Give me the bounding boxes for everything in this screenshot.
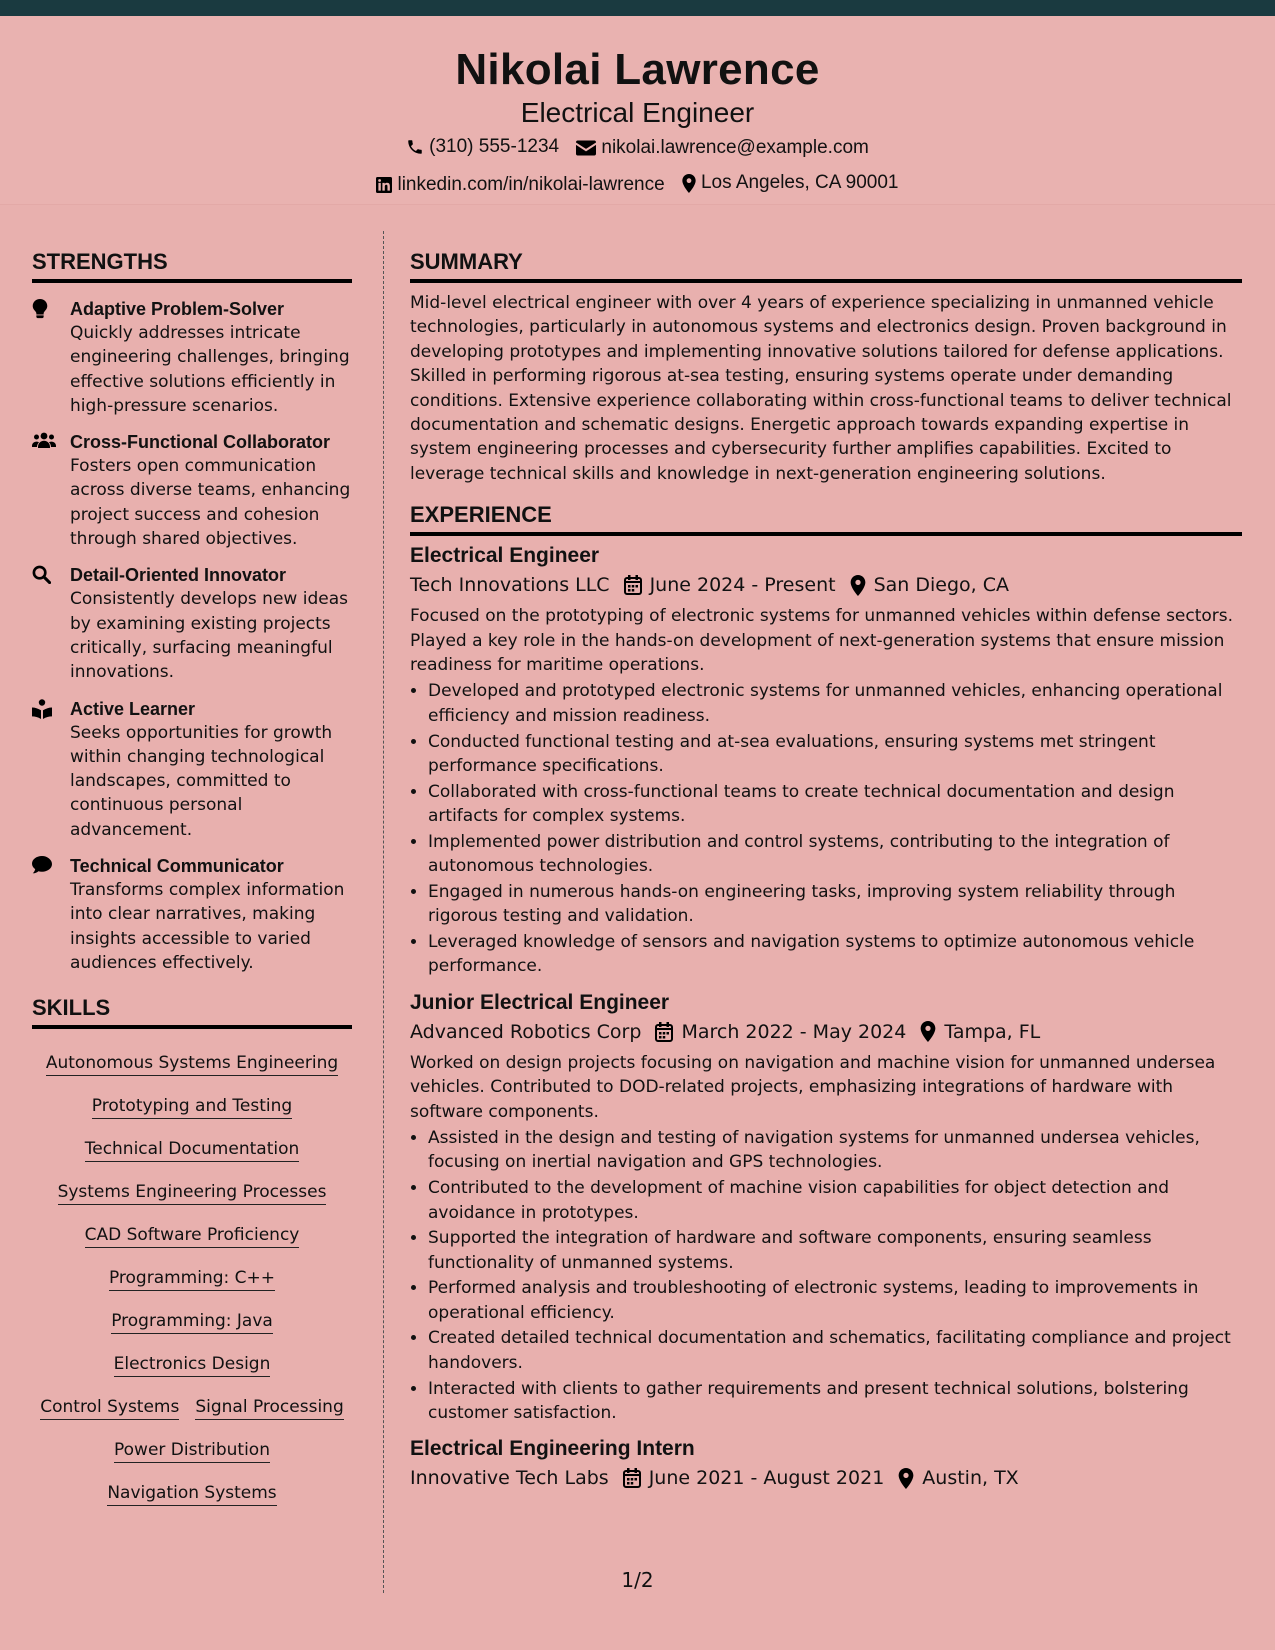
- job-title: Electrical Engineer: [410, 544, 600, 568]
- top-bar: [0, 0, 1275, 16]
- right-column: [410, 247, 1242, 1493]
- users-icon: [32, 430, 70, 551]
- skill-tag: Control Systems: [40, 1396, 179, 1420]
- summary-text: Mid-level electrical engineer with over 4 years of experience specializing in unmanned vehicle technologies, particularly in autonomous systems and electronics design. Proven background in developing prototypes and implementing innovative solutions tailored for defense applications. Skilled in performing rigorous at-sea testing, ensuring systems operate under demanding conditions. Extensive experience collaborating within cross-functional teams to deliver technical documentation and schematic designs. Energetic approach towards expanding expertise in system engineering processes and cybersecurity further amplifies capabilities. Excited to leverage technical skills and knowledge in next-generation engineering solutions.: [410, 293, 1232, 484]
- job-bullet: • Conducted functional testing and at-sea evaluations, ensuring systems met stringent performance specifications.: [428, 730, 1242, 779]
- skill-tag: Signal Processing: [195, 1396, 343, 1420]
- strength-title: Active Learner: [70, 698, 196, 719]
- map-marker-icon: [898, 1468, 914, 1489]
- job-bullet: • Engaged in numerous hands-on engineering tasks, improving system reliability through rigorous testing and validation.: [428, 880, 1242, 929]
- location-contact: [682, 168, 899, 198]
- envelope-icon: [576, 140, 596, 156]
- contact-row-2: [0, 168, 1275, 203]
- job-bullet: • Assisted in the design and testing of navigation systems for unmanned undersea vehicles, focusing on inertial navigation and GPS technologies.: [428, 1126, 1242, 1175]
- skill-tag: Prototyping and Testing: [92, 1095, 292, 1119]
- job-title: Junior Electrical Engineer: [410, 990, 670, 1014]
- skill-tag: CAD Software Proficiency: [85, 1224, 300, 1248]
- job-description: Focused on the prototyping of electronic systems for unmanned vehicles within defense sectors. Played a key role in the hands-on development of next-generation systems that ensure mission readiness for maritime operations.: [410, 606, 1234, 676]
- skills-list: [32, 1043, 352, 1516]
- strength-description: Seeks opportunities for growth within changing technological landscapes, committed to continuous personal advancement.: [70, 722, 333, 840]
- skill-tag: Systems Engineering Processes: [58, 1181, 327, 1205]
- phone-text: (310) 555-1234: [429, 136, 560, 157]
- strength-item: [32, 697, 352, 842]
- job-bullets: [410, 1126, 1242, 1425]
- calendar-icon: [624, 575, 642, 595]
- candidate-name: Nikolai Lawrence: [455, 45, 820, 94]
- skill-tag: Navigation Systems: [107, 1482, 276, 1506]
- linkedin-icon: [376, 177, 392, 193]
- strength-item: [32, 854, 352, 975]
- candidate-role: Electrical Engineer: [520, 97, 755, 128]
- skill-tag: Electronics Design: [114, 1353, 271, 1377]
- job-title: Electrical Engineering Intern: [410, 1437, 695, 1461]
- strength-title: Cross-Functional Collaborator: [70, 432, 331, 453]
- book-reader-icon: [32, 697, 70, 842]
- job-dates: March 2022 - May 2024: [681, 1020, 907, 1043]
- skill-tag: Autonomous Systems Engineering: [46, 1052, 338, 1076]
- job-bullet: • Contributed to the development of machine vision capabilities for object detection and avoidance in prototypes.: [428, 1176, 1242, 1225]
- map-marker-icon: [920, 1021, 936, 1042]
- calendar-icon: [655, 1022, 673, 1042]
- strengths-list: [32, 297, 352, 975]
- lightbulb-icon: [32, 297, 70, 418]
- job-bullet: • Created detailed technical documentation and schematics, facilitating compliance and project handovers.: [428, 1326, 1242, 1375]
- job-dates: June 2024 - Present: [649, 574, 836, 597]
- strength-description: Transforms complex information into clear narratives, making insights accessible to varied audiences effectively.: [70, 880, 345, 973]
- job-bullet: • Implemented power distribution and control systems, contributing to the integration of autonomous technologies.: [428, 830, 1242, 879]
- email-text[interactable]: nikolai.lawrence@example.com: [601, 137, 869, 158]
- job-description: Worked on design projects focusing on navigation and machine vision for unmanned undersea vehicles. Contributed to DOD-related projects, emphasizing integrations of hardware with software components.: [410, 1052, 1216, 1122]
- strength-item: [32, 430, 352, 551]
- experience-list: [410, 542, 1242, 1493]
- linkedin-text[interactable]: linkedin.com/in/nikolai-lawrence: [397, 173, 665, 195]
- job-bullet: • Leveraged knowledge of sensors and navigation systems to optimize autonomous vehicle performance.: [428, 930, 1242, 979]
- job-meta: [410, 570, 1242, 600]
- job-entry: [410, 989, 1242, 1426]
- job-bullet: • Performed analysis and troubleshooting of electronic systems, leading to improvements in operational efficiency.: [428, 1276, 1242, 1325]
- skill-tag: Technical Documentation: [85, 1138, 300, 1162]
- job-bullet: • Collaborated with cross-functional teams to create technical documentation and design artifacts for complex systems.: [428, 780, 1242, 829]
- location-text: Los Angeles, CA 90001: [700, 172, 899, 193]
- job-meta: [410, 1017, 1242, 1047]
- column-divider: [383, 231, 384, 1593]
- map-marker-icon: [682, 174, 696, 193]
- phone-contact: [406, 132, 559, 162]
- skills-heading: SKILLS: [32, 993, 352, 1029]
- strength-description: Fosters open communication across diverse teams, enhancing project success and cohesion through shared objectives.: [70, 456, 351, 550]
- job-dates: June 2021 - August 2021: [648, 1467, 885, 1490]
- strength-title: Detail-Oriented Innovator: [70, 565, 287, 586]
- strength-item: [32, 563, 352, 684]
- map-marker-icon: [850, 575, 866, 596]
- job-company: Innovative Tech Labs: [410, 1467, 609, 1490]
- experience-heading: EXPERIENCE: [410, 500, 1242, 536]
- skill-tag: Programming: C++: [109, 1267, 275, 1291]
- job-location: Tampa, FL: [944, 1020, 1041, 1043]
- strength-description: Quickly addresses intricate engineering challenges, bringing effective solutions efficiently in high-pressure scenarios.: [70, 323, 350, 416]
- job-location: San Diego, CA: [873, 574, 1009, 597]
- phone-icon: [406, 138, 424, 156]
- job-bullet: • Supported the integration of hardware and software components, ensuring seamless functionality of unmanned systems.: [428, 1226, 1242, 1275]
- job-meta: [410, 1463, 1242, 1493]
- skill-tag: Programming: Java: [111, 1310, 273, 1334]
- contact-row-1: [0, 132, 1275, 166]
- strength-description: Consistently develops new ideas by examining existing projects critically, surfacing meaningful innovations.: [70, 589, 348, 683]
- left-column: [32, 247, 352, 1516]
- skill-tag: Power Distribution: [114, 1439, 270, 1463]
- job-company: Tech Innovations LLC: [410, 574, 610, 597]
- job-bullet: • Interacted with clients to gather requirements and present technical solutions, bolstering customer satisfaction.: [428, 1377, 1242, 1426]
- strength-title: Technical Communicator: [70, 856, 284, 877]
- strengths-heading: STRENGTHS: [32, 247, 352, 283]
- linkedin-contact[interactable]: [376, 170, 664, 200]
- calendar-icon: [623, 1468, 641, 1488]
- email-contact[interactable]: [576, 133, 868, 163]
- job-entry: [410, 1435, 1242, 1493]
- comment-icon: [32, 854, 70, 975]
- resume-header: [0, 16, 1275, 205]
- job-bullets: [410, 679, 1242, 978]
- search-icon: [32, 563, 70, 684]
- page-number: 1/2: [621, 1568, 654, 1592]
- strength-item: [32, 297, 352, 418]
- job-bullet: • Developed and prototyped electronic systems for unmanned vehicles, enhancing operational efficiency and mission readiness.: [428, 679, 1242, 728]
- strength-title: Adaptive Problem-Solver: [70, 299, 285, 319]
- job-company: Advanced Robotics Corp: [410, 1020, 642, 1043]
- summary-heading: SUMMARY: [410, 247, 1242, 283]
- job-location: Austin, TX: [922, 1467, 1019, 1490]
- job-entry: [410, 542, 1242, 979]
